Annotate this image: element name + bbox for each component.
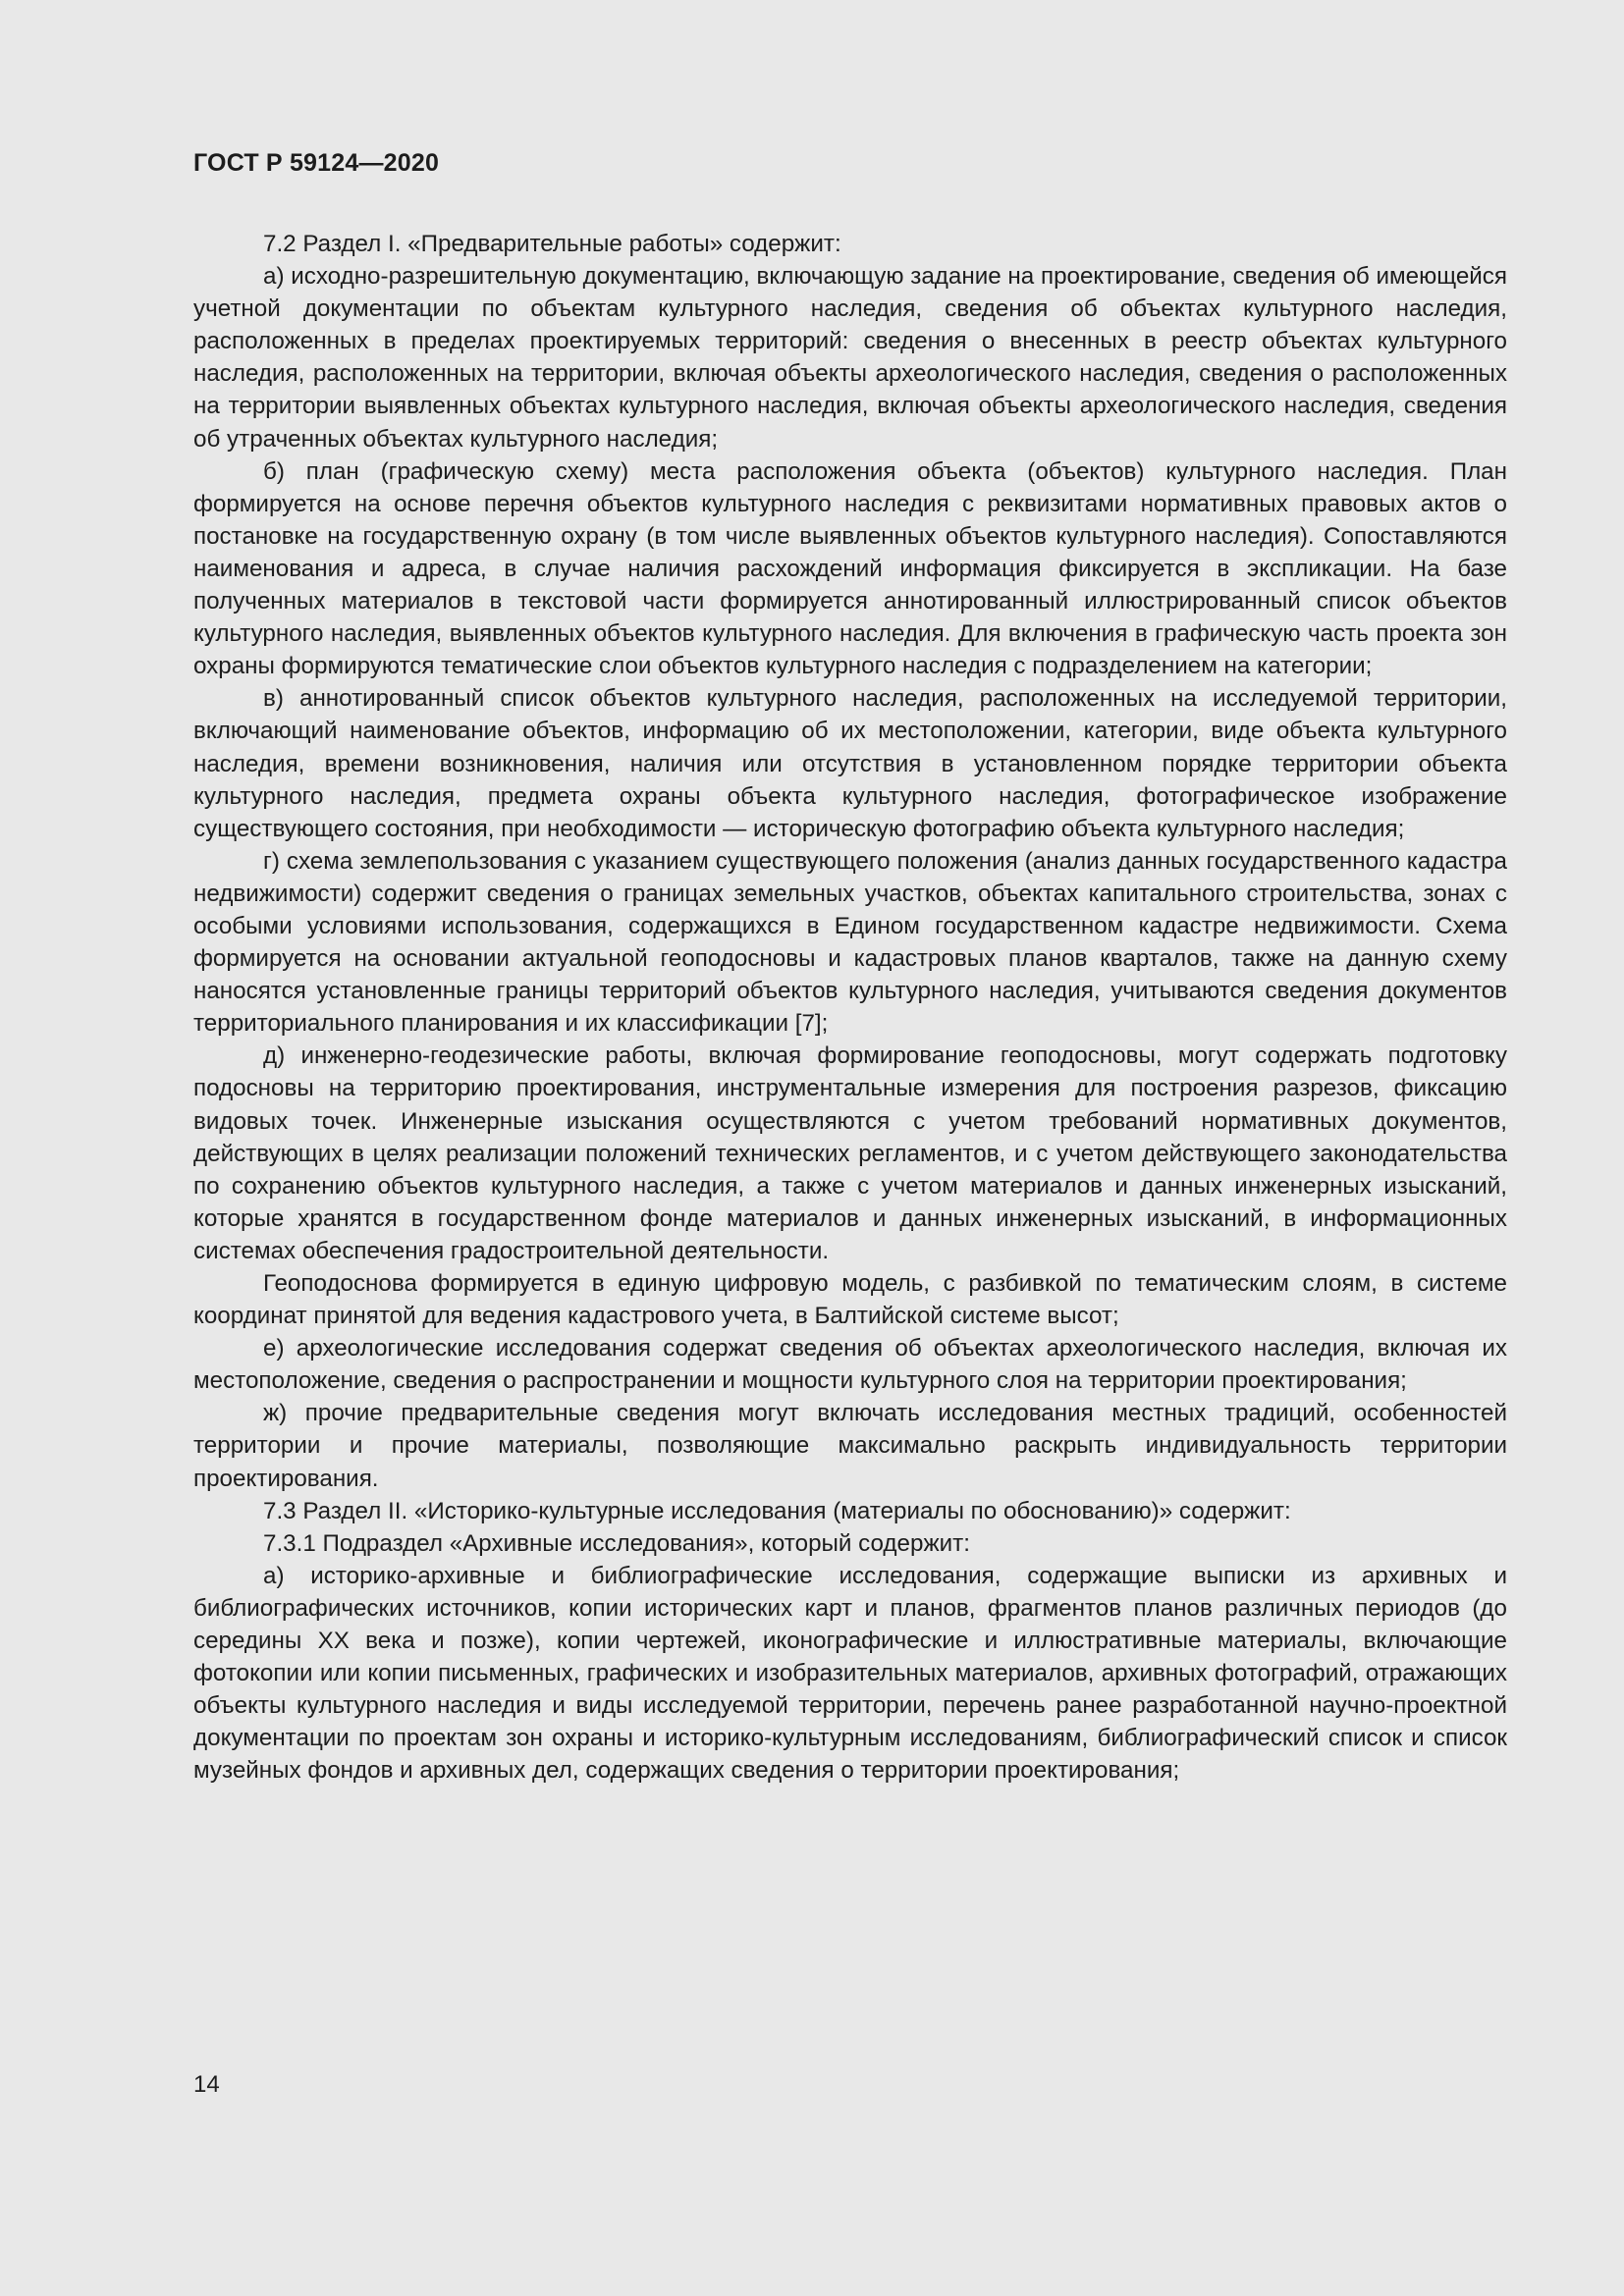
paragraph-7-2-b: б) план (графическую схему) места расположения объекта (объектов) культурного наследия. План формируется на основе перечня объектов культурного наследия с реквизитами нормативных правовых актов о постановке на государственную охрану (в том числе выявленных объектов культурного наследия). Сопоставляются наименования и адреса, в случае наличия расхождений информация фиксируется в экспликации. На базе полученных материалов в текстовой части формируется аннотированный иллюстрированный список объектов культурного наследия, выявленных объектов культурного наследия. Для включения в графическую часть проекта зон охраны формируются тематические слои объектов культурного наследия с подразделением на категории; <box>193 457 1507 680</box>
paragraph-7-3: 7.3 Раздел II. «Историко-культурные исследования (материалы по обоснованию)» содержит: <box>263 1497 1291 1524</box>
paragraph-7-2-v: в) аннотированный список объектов культурного наследия, расположенных на исследуемой территории, включающий наименование объектов, информацию об их местоположении, категории, виде объекта культурного наследия, времени возникновения, наличия или отсутствия в установленном порядке территории объекта культурного наследия, предмета охраны объекта культурного наследия, фотографическое изображение существующего состояния, при необходимости — историческую фотографию объекта культурного наследия; <box>193 685 1507 842</box>
paragraph-7-2-e: е) археологические исследования содержат сведения об объектах археологического наследия, включая их местоположение, сведения о распространении и мощности культурного слоя на территории проектирования; <box>193 1335 1507 1395</box>
paragraph-7-3-1-a: а) историко-архивные и библиографические исследования, содержащие выписки из архивных и библиографических источников, копии исторических карт и планов, фрагментов планов различных периодов (до середины XX века и позже), копии чертежей, иконографические и иллюстративные материалы, включающие фотокопии или копии письменных, графических и изобразительных материалов, архивных фотографий, отражающих объекты культурного наследия и виды исследуемой территории, перечень ранее разработанной научно-проектной документации по проектам зон охраны и историко-культурным исследованиям, библиографический список и список музейных фондов и архивных дел, содержащих сведения о территории проектирования; <box>193 1562 1507 1785</box>
paragraph-7-2-g: г) схема землепользования с указанием существующего положения (анализ данных государственного кадастра недвижимости) содержит сведения о границах земельных участков, объектах капитального строительства, зонах с особыми условиями использования, содержащихся в Едином государственном кадастре недвижимости. Схема формируется на основании актуальной геоподосновы и кадастровых планов кварталов, также на данную схему наносятся установленные границы территорий объектов культурного наследия, учитываются сведения документов территориального планирования и их классификации [7]; <box>193 847 1507 1038</box>
paragraph-7-2-d: д) инженерно-геодезические работы, включая формирование геоподосновы, могут содержать подготовку подосновы на территорию проектирования, инструментальные измерения для построения разрезов, фиксацию видовых точек. Инженерные изыскания осуществляются с учетом требований нормативных документов, действующих в целях реализации положений технических регламентов, и с учетом действующего законодательства по сохранению объектов культурного наследия, а также с учетом материалов и данных инженерных изысканий, которые хранятся в государственном фонде материалов и данных инженерных изысканий, в информационных системах обеспечения градостроительной деятельности. <box>193 1042 1507 1264</box>
page-number: 14 <box>193 2071 220 2098</box>
paragraph-7-2-zh: ж) прочие предварительные сведения могут включать исследования местных традиций, особенностей территории и прочие материалы, позволяющие максимально раскрыть индивидуальность территории проектирования. <box>193 1400 1507 1492</box>
document-body <box>193 228 1507 1788</box>
paragraph-7-3-1: 7.3.1 Подраздел «Архивные исследования», который содержит: <box>263 1529 970 1557</box>
paragraph-7-2-a: а) исходно-разрешительную документацию, включающую задание на проектирование, сведения об имеющейся учетной документации по объектам культурного наследия, сведения об объектах культурного наследия, расположенных в пределах проектируемых территорий: сведения о внесенных в реестр объектах культурного наследия, расположенных на территории, включая объекты археологического наследия, сведения о расположенных на территории выявленных объектах культурного наследия, включая объекты археологического наследия, сведения об утраченных объектах культурного наследия; <box>193 263 1507 453</box>
paragraph-7-2: 7.2 Раздел I. «Предварительные работы» содержит: <box>263 231 841 257</box>
document-header-code: ГОСТ Р 59124—2020 <box>193 149 440 177</box>
paragraph-geopodosnova: Геоподоснова формируется в единую цифровую модель, с разбивкой по тематическим слоям, в системе координат принятой для ведения кадастрового учета, в Балтийской системе высот; <box>193 1270 1507 1330</box>
